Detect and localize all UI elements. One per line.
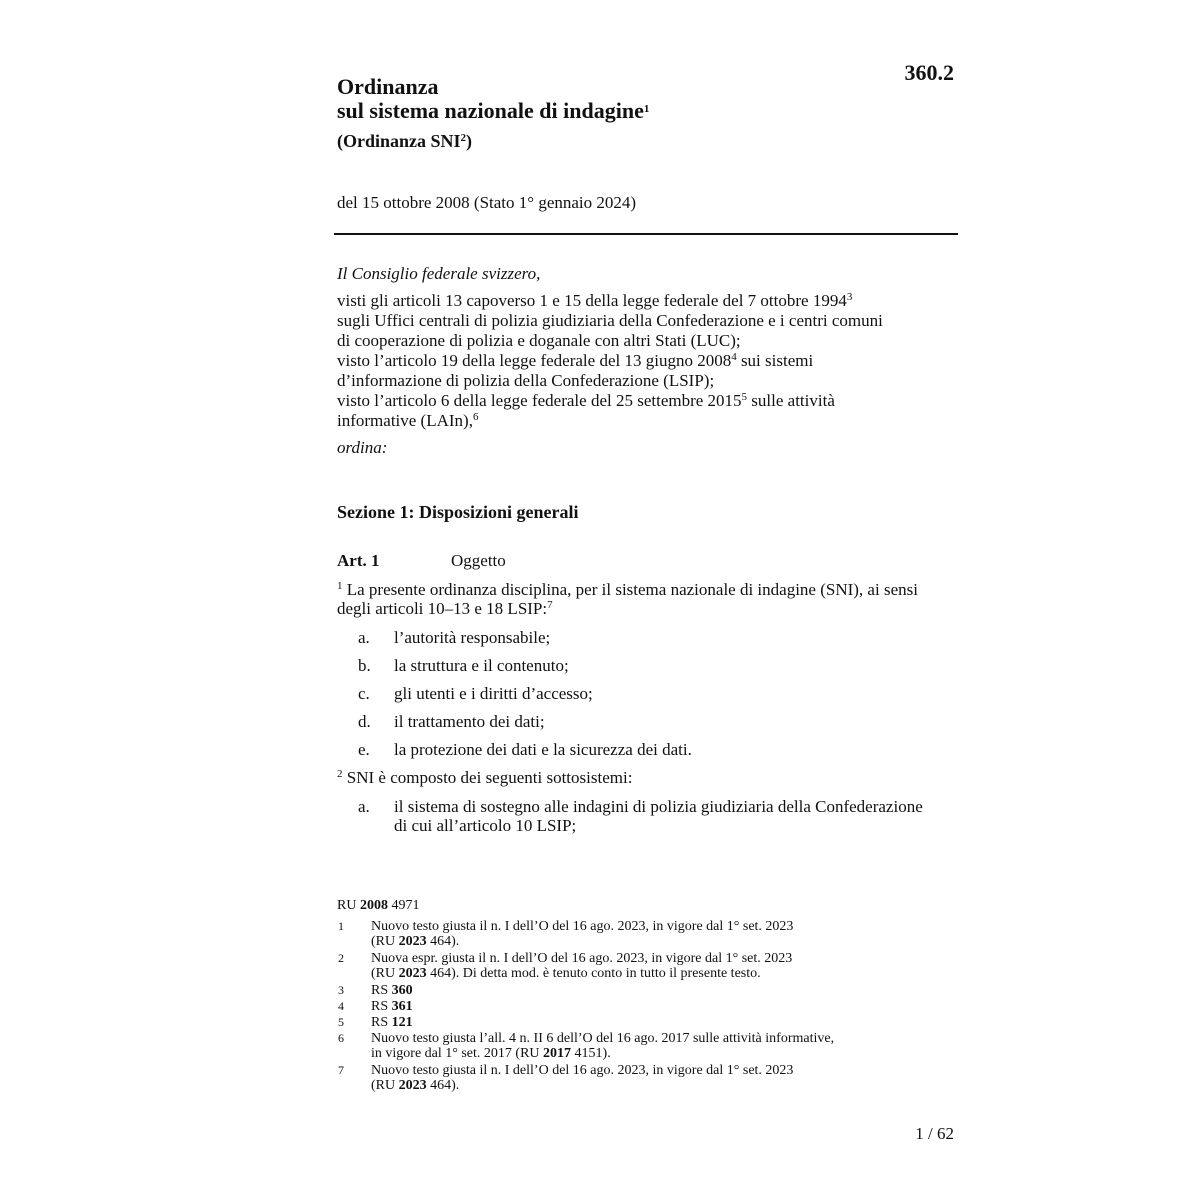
footnote-number: 3 [338, 983, 344, 997]
document-date: del 15 ottobre 2008 (Stato 1° gennaio 2024) [337, 193, 637, 212]
list-item [394, 797, 923, 835]
list-item: l’autorità responsabile; [394, 628, 551, 647]
list-item: la protezione dei dati e la sicurezza dei dati. [394, 740, 692, 759]
footnote-line: Nuovo testo giusta l’all. 4 n. II 6 dell’O del 16 ago. 2017 sulle attività informative, [371, 1031, 835, 1046]
list-item-letter: b. [358, 656, 371, 675]
footnote-number: 2 [338, 951, 344, 965]
footnote-7 [371, 1063, 793, 1093]
preamble-line [337, 351, 883, 371]
preamble-line-text: visto l’articolo 6 della legge federale del 25 settembre 2015 [337, 391, 742, 410]
ru-year: 2008 [359, 898, 388, 913]
paragraph-text: degli articoli 10–13 e 18 LSIP: [337, 599, 548, 618]
article-number: Art. 1 [337, 551, 380, 570]
article-title: Oggetto [451, 551, 506, 570]
footnote-ref-2[interactable]: 2 [460, 132, 467, 144]
list-item-line: di cui all’articolo 10 LSIP; [394, 816, 577, 835]
preamble-line-text: sulle attività [747, 391, 835, 410]
footnote-number: 1 [338, 919, 344, 933]
footnote-6 [371, 1031, 834, 1061]
footnote-5 [371, 1015, 413, 1030]
preamble-authority: Il Consiglio federale svizzero, [337, 264, 541, 283]
footnote-text: in vigore dal 1° set. 2017 (RU [371, 1046, 544, 1061]
footnote-number: 7 [338, 1063, 344, 1077]
preamble-line [337, 411, 883, 431]
preamble-text [337, 291, 883, 431]
preamble-decree: ordina: [337, 438, 388, 457]
ru-page: 4971 [387, 898, 420, 913]
short-title [337, 130, 472, 152]
preamble-line-text: sui sistemi [736, 351, 814, 370]
short-title-text: (Ordinanza SNI [337, 131, 461, 151]
footnote-number: 4 [338, 999, 344, 1013]
list-item-letter: a. [358, 628, 370, 647]
footnote-bold: 2023 [398, 966, 427, 981]
footnote-bold: 361 [391, 999, 413, 1014]
footnote-line [371, 934, 793, 949]
subtitle-text: sul sistema nazionale di indagine [337, 98, 644, 123]
footnote-ref-5[interactable]: 5 [741, 391, 748, 403]
footnote-line [371, 1078, 793, 1093]
footnote-number: 6 [338, 1031, 344, 1045]
list-item: la struttura e il contenuto; [394, 656, 569, 675]
footnote-text: 464). Di detta mod. è tenuto conto in tutto il presente testo. [426, 966, 761, 981]
paragraph-number: 2 [337, 768, 343, 780]
footnote-2 [371, 951, 792, 981]
footnote-bold: 121 [391, 1015, 413, 1030]
footnote-text: RS [371, 983, 392, 998]
preamble-line [337, 391, 883, 411]
preamble-line: d’informazione di polizia della Confederazione (LSIP); [337, 371, 715, 390]
footnote-ref-1[interactable]: 1 [643, 103, 650, 115]
paragraph-line [337, 599, 918, 618]
list-item-letter: d. [358, 712, 371, 731]
preamble-line [337, 291, 883, 311]
preamble-line-text: visti gli articoli 13 capoverso 1 e 15 della legge federale del 7 ottobre 1994 [337, 291, 847, 310]
list-item-line: il sistema di sostegno alle indagini di polizia giudiziaria della Confederazione [394, 797, 923, 816]
paragraph-line [337, 580, 918, 599]
list-item-letter: e. [358, 740, 370, 759]
page-number: 1 / 62 [915, 1124, 954, 1143]
article-paragraph-1 [337, 580, 918, 618]
sr-number: 360.2 [904, 60, 954, 85]
preamble-line: di cooperazione di polizia e doganale con altri Stati (LUC); [337, 331, 741, 350]
footnote-text: 464). [426, 1078, 460, 1093]
preamble-line-text: informative (LAIn), [337, 411, 473, 430]
ru-prefix: RU [337, 898, 360, 913]
list-item: il trattamento dei dati; [394, 712, 545, 731]
footnote-text: 464). [426, 934, 460, 949]
footnote-ref-4[interactable]: 4 [731, 351, 737, 363]
footnote-bold: 2023 [398, 934, 427, 949]
footnote-ref-6[interactable]: 6 [472, 411, 479, 423]
footnote-4 [371, 999, 413, 1014]
list-item-letter: a. [358, 797, 370, 816]
article-paragraph-2 [337, 768, 632, 787]
footnote-number: 5 [338, 1015, 344, 1029]
footnote-text: 4151). [571, 1046, 611, 1061]
preamble-line: sugli Uffici centrali di polizia giudiziaria della Confederazione e i centri comuni [337, 311, 883, 330]
short-title-close: ) [466, 131, 473, 151]
footnote-text: RS [371, 999, 392, 1014]
official-compilation-ref [337, 898, 419, 914]
paragraph-text: SNI è composto dei seguenti sottosistemi: [342, 768, 633, 787]
list-item: gli utenti e i diritti d’accesso; [394, 684, 593, 703]
footnote-bold: 2023 [398, 1078, 427, 1093]
footnote-bold: 2017 [543, 1046, 572, 1061]
preamble-line-text: visto l’articolo 19 della legge federale del 13 giugno 2008 [337, 351, 732, 370]
footnote-line [371, 1046, 834, 1061]
footnote-line: Nuova espr. giusta il n. I dell’O del 16 ago. 2023, in vigore dal 1° set. 2023 [371, 951, 793, 966]
footnote-text: RS [371, 1015, 392, 1030]
footnote-ref-3[interactable]: 3 [846, 291, 853, 303]
footnote-3 [371, 983, 413, 998]
document-title: Ordinanza [337, 74, 439, 99]
footnote-line: Nuovo testo giusta il n. I dell’O del 16 ago. 2023, in vigore dal 1° set. 2023 [371, 1063, 794, 1078]
footnote-text: (RU [371, 1078, 399, 1093]
footnote-1 [371, 919, 793, 949]
section-heading: Sezione 1: Disposizioni generali [337, 502, 579, 522]
footnote-line [371, 966, 792, 981]
footnote-text: (RU [371, 934, 399, 949]
footnote-text: (RU [371, 966, 399, 981]
paragraph-text: La presente ordinanza disciplina, per il sistema nazionale di indagine (SNI), ai sensi [342, 580, 918, 599]
header-divider [334, 233, 958, 235]
document-subtitle [337, 98, 649, 124]
footnote-ref-7[interactable]: 7 [547, 599, 553, 611]
footnote-line: Nuovo testo giusta il n. I dell’O del 16 ago. 2023, in vigore dal 1° set. 2023 [371, 919, 794, 934]
paragraph-number: 1 [337, 580, 343, 592]
footnote-bold: 360 [391, 983, 413, 998]
list-item-letter: c. [358, 684, 370, 703]
